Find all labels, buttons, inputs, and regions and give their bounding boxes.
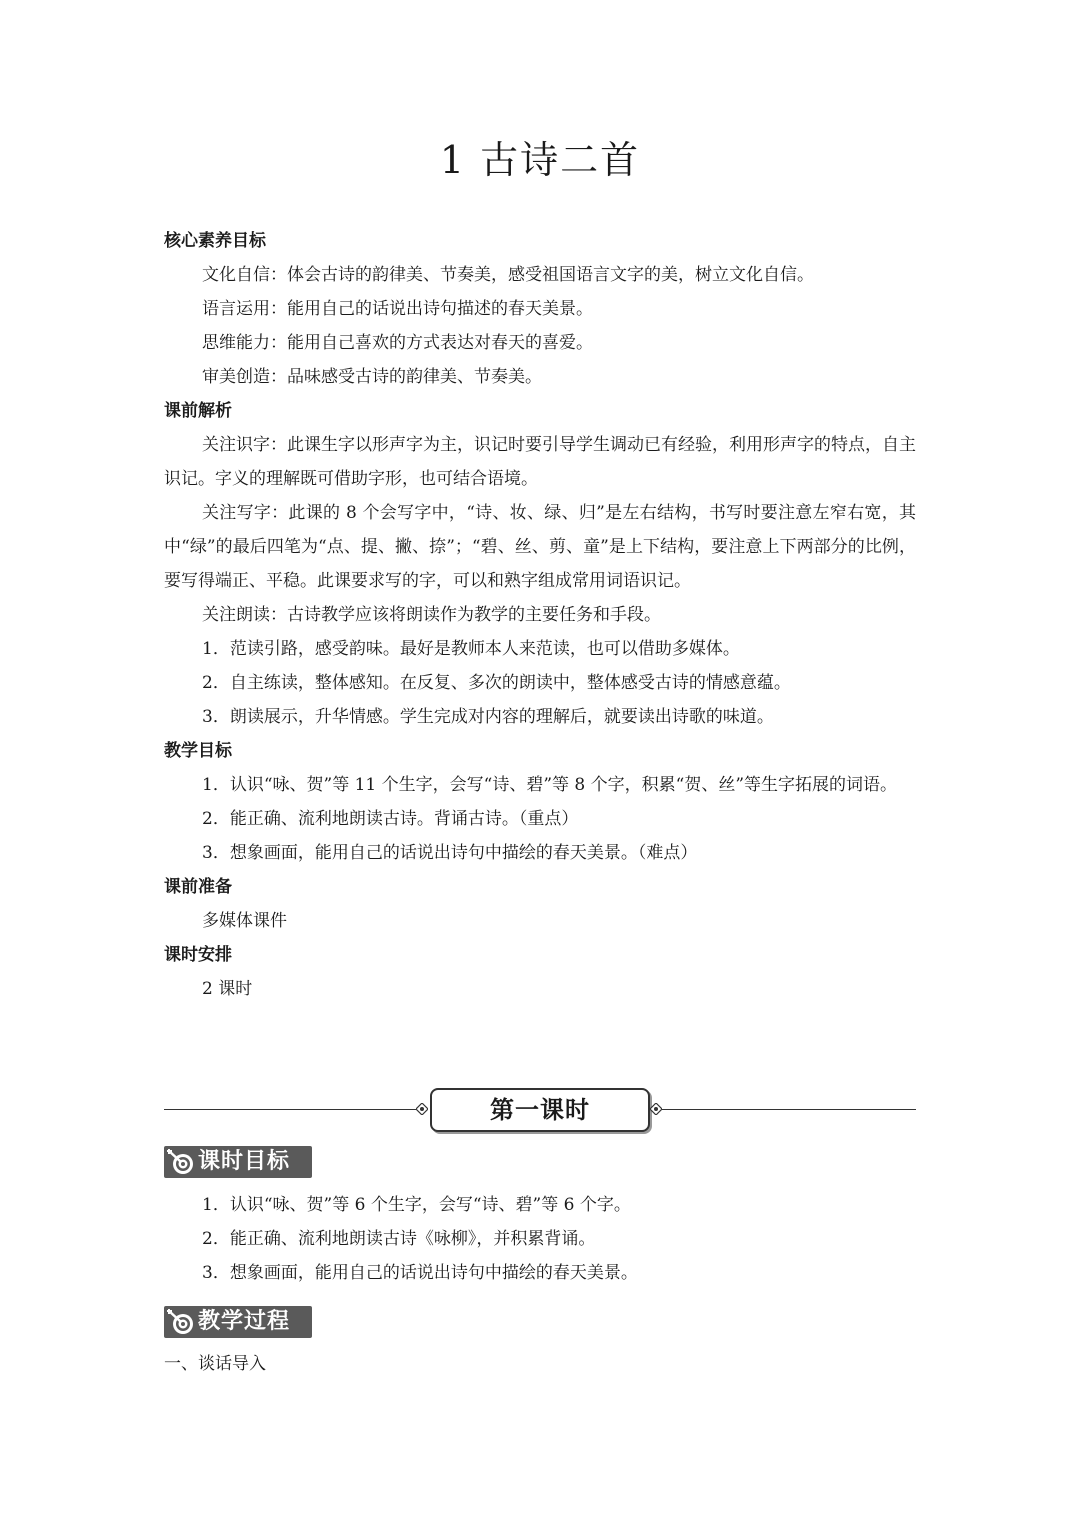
section-heading-analysis: 课前解析 <box>164 401 232 421</box>
objectives-banner-label: 课时目标 <box>198 1149 291 1174</box>
paragraph: 文化自信：体会古诗的韵律美、节奏美，感受祖国语言文字的美，树立文化自信。 <box>202 265 814 285</box>
section-heading-schedule: 课时安排 <box>164 945 232 965</box>
target-icon <box>166 1308 196 1336</box>
objectives-banner <box>164 1146 312 1178</box>
lesson-plan-body <box>164 224 916 1006</box>
paragraph: 1．范读引路，感受韵味。最好是教师本人来范读，也可以借助多媒体。 <box>202 639 740 659</box>
objective-item: 3．想象画面，能用自己的话说出诗句中描绘的春天美景。 <box>202 1263 638 1283</box>
paragraph: 多媒体课件 <box>202 911 287 931</box>
paragraph: 思维能力：能用自己喜欢的方式表达对春天的喜爱。 <box>202 333 593 353</box>
process-steps <box>164 1347 916 1381</box>
section-heading-core: 核心素养目标 <box>164 231 266 251</box>
paragraph: 关注朗读：古诗教学应该将朗读作为教学的主要任务和手段。 <box>202 605 661 625</box>
paragraph: 2 课时 <box>202 979 253 999</box>
paragraph: 1．认识“咏、贺”等 11 个生字，会写“诗、碧”等 8 个字，积累“贺、丝”等生字拓展的词语。 <box>202 775 898 795</box>
paragraph: 2．自主练读，整体感知。在反复、多次的朗读中，整体感受古诗的情感意蕴。 <box>202 673 791 693</box>
paragraph: 语言运用：能用自己的话说出诗句描述的春天美景。 <box>202 299 593 319</box>
paragraph: 审美创造：品味感受古诗的韵律美、节奏美。 <box>202 367 542 387</box>
lesson-objectives <box>164 1188 916 1290</box>
diamond-icon <box>416 1103 428 1115</box>
target-icon <box>166 1148 196 1176</box>
process-banner-label: 教学过程 <box>198 1309 291 1334</box>
paragraph: 3．朗读展示，升华情感。学生完成对内容的理解后，就要读出诗歌的味道。 <box>202 707 774 727</box>
process-step: 一、谈话导入 <box>164 1354 266 1374</box>
diamond-icon <box>650 1103 662 1115</box>
lesson-label: 第一课时 <box>430 1088 650 1132</box>
objective-item: 1．认识“咏、贺”等 6 个生字，会写“诗、碧”等 6 个字。 <box>202 1195 631 1215</box>
objective-item: 2．能正确、流利地朗读古诗《咏柳》，并积累背诵。 <box>202 1229 596 1249</box>
paragraph: 关注识字：此课生字以形声字为主，识记时要引导学生调动已有经验，利用形声字的特点，自主识记。字义的理解既可借助字形，也可结合语境。 <box>164 435 916 489</box>
lesson-divider <box>164 1088 916 1132</box>
paragraph: 关注写字：此课的 8 个会写字中，“诗、妆、绿、归”是左右结构，书写时要注意左窄右宽，其中“绿”的最后四笔为“点、提、撇、捺”；“碧、丝、剪、童”是上下结构，要注意上下两部分的比例，要写得端正、平稳。此课要求写的字，可以和熟字组成常用词语识记。 <box>164 503 916 591</box>
process-banner <box>164 1306 312 1338</box>
paragraph: 3．想象画面，能用自己的话说出诗句中描绘的春天美景。（难点） <box>202 843 698 863</box>
section-heading-prep: 课前准备 <box>164 877 232 897</box>
section-heading-goals: 教学目标 <box>164 741 232 761</box>
divider-line-left <box>164 1109 416 1110</box>
page-title: 1 古诗二首 <box>439 138 641 182</box>
divider-line-right <box>662 1109 916 1110</box>
paragraph: 2．能正确、流利地朗读古诗。背诵古诗。（重点） <box>202 809 579 829</box>
